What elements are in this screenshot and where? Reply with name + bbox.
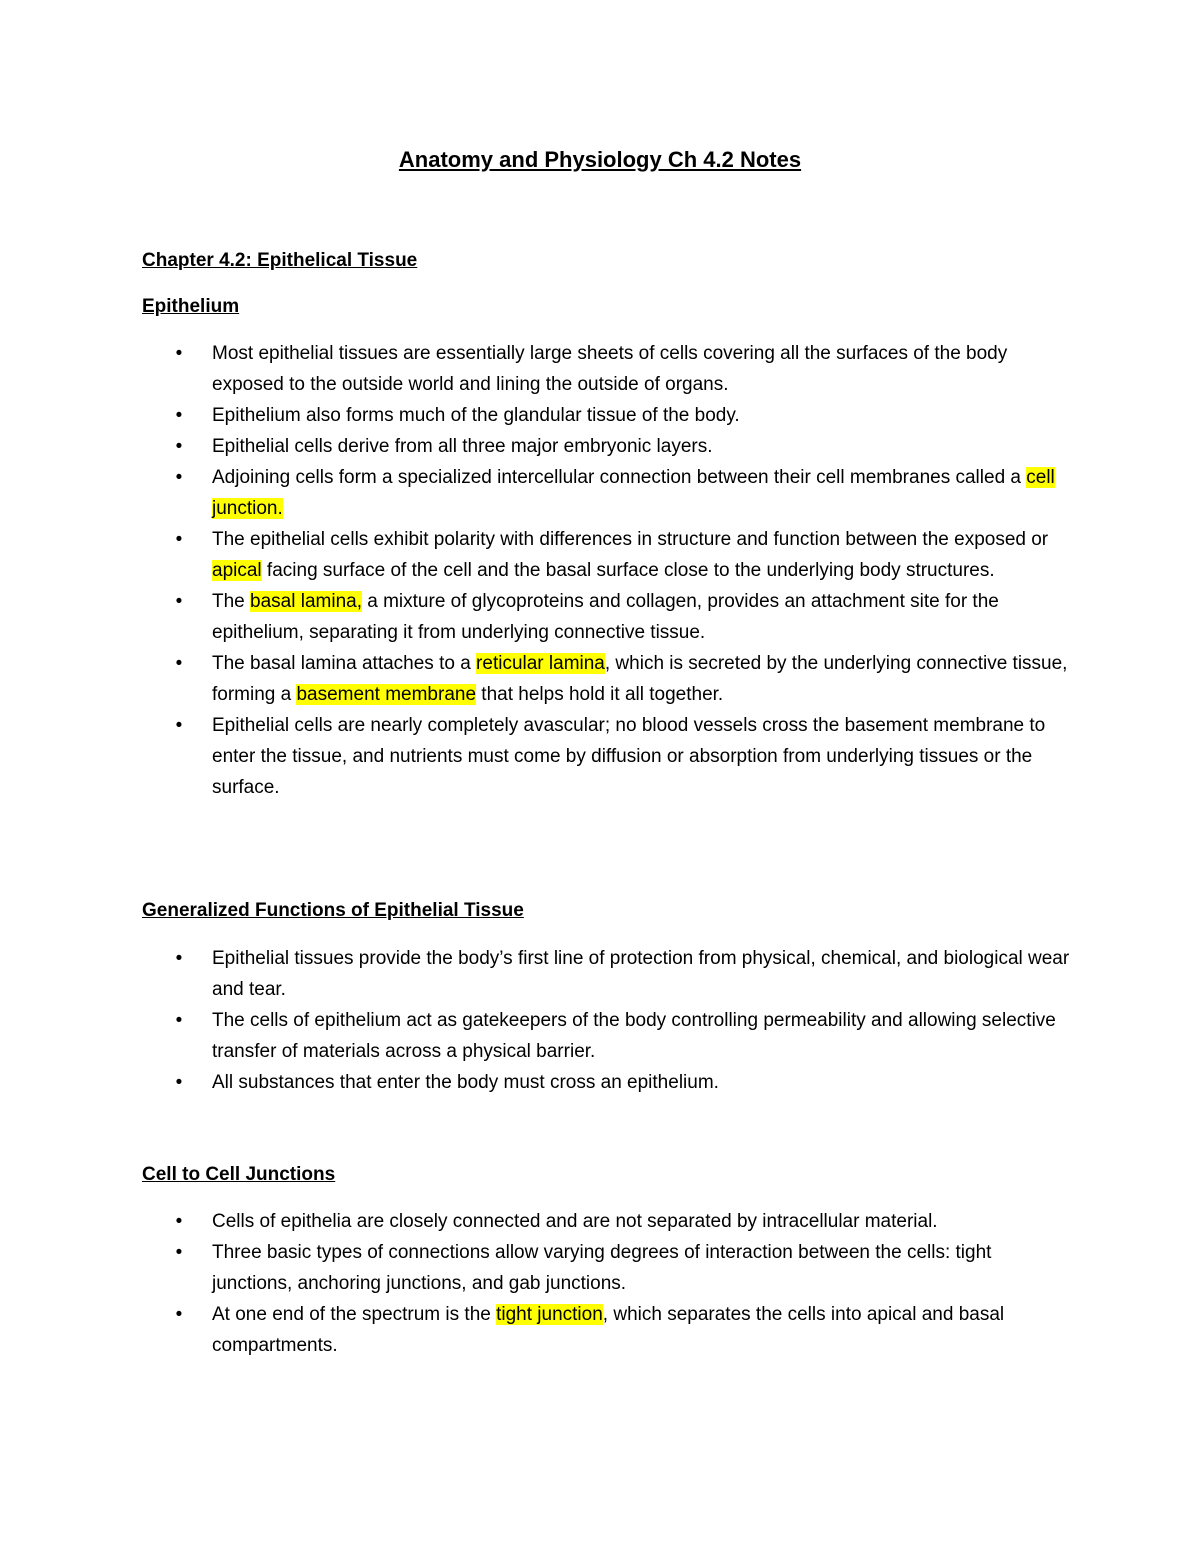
highlighted-term: basal lamina, xyxy=(250,591,362,612)
list-item xyxy=(0,1299,1072,1361)
bullet-icon: • xyxy=(175,948,183,969)
list-item-text: that helps hold it all together. xyxy=(476,684,724,705)
highlighted-term: tight junction xyxy=(496,1304,603,1325)
list-item-text: Epithelial tissues provide the body’s first line of protection from physical, chemical, and biological wear and tear. xyxy=(212,948,1070,1000)
list-item-text: The basal lamina attaches to a xyxy=(212,653,477,674)
bullet-icon: • xyxy=(175,591,183,612)
bullet-icon: • xyxy=(175,653,183,674)
list-item xyxy=(0,1005,1072,1067)
list-item xyxy=(0,586,1072,648)
highlighted-term: basement membrane xyxy=(296,684,477,705)
highlighted-term: cell junction. xyxy=(212,467,1055,519)
list-item xyxy=(0,524,1072,586)
bullet-icon: • xyxy=(175,343,183,364)
list-item-text: Three basic types of connections allow varying degrees of interaction between the cells: tight junctions, anchoring junctions, and gab junctions. xyxy=(212,1242,992,1294)
chapter-heading: Chapter 4.2: Epithelical Tissue xyxy=(142,250,418,271)
bullet-icon: • xyxy=(175,1010,183,1031)
section-heading-epithelium: Epithelium xyxy=(142,296,240,317)
highlighted-term: apical xyxy=(212,560,262,581)
list-item-text: , which is secreted by the underlying connective tissue, forming a xyxy=(212,653,1068,705)
list-item xyxy=(0,648,1072,710)
bullet-icon: • xyxy=(175,436,183,457)
list-item xyxy=(0,1206,1072,1237)
list-item-text: Adjoining cells form a specialized intercellular connection between their cell membranes called a xyxy=(212,467,1027,488)
junctions-list xyxy=(0,1206,1200,1361)
document-title: Anatomy and Physiology Ch 4.2 Notes xyxy=(398,147,802,172)
epithelium-list xyxy=(0,338,1200,803)
bullet-icon: • xyxy=(175,1211,183,1232)
list-item-text: Epithelium also forms much of the glandular tissue of the body. xyxy=(212,405,740,426)
list-item-text: Epithelial cells derive from all three major embryonic layers. xyxy=(212,436,713,457)
list-item xyxy=(0,1237,1072,1299)
section-heading-functions: Generalized Functions of Epithelial Tissue xyxy=(142,900,524,921)
section-heading-junctions: Cell to Cell Junctions xyxy=(142,1164,336,1185)
list-item xyxy=(0,462,1072,524)
list-item xyxy=(0,400,1072,431)
list-item xyxy=(0,431,1072,462)
bullet-icon: • xyxy=(175,529,183,550)
bullet-icon: • xyxy=(175,1242,183,1263)
list-item-text: The epithelial cells exhibit polarity with differences in structure and function between the exposed or xyxy=(212,529,1049,550)
bullet-icon: • xyxy=(175,467,183,488)
list-item-text: Most epithelial tissues are essentially large sheets of cells covering all the surfaces of the body exposed to the outside world and lining the outside of organs. xyxy=(212,343,1008,395)
bullet-icon: • xyxy=(175,405,183,426)
bullet-icon: • xyxy=(175,715,183,736)
bullet-icon: • xyxy=(175,1304,183,1325)
list-item-text: The xyxy=(212,591,251,612)
list-item xyxy=(0,338,1072,400)
list-item-text: All substances that enter the body must cross an epithelium. xyxy=(212,1072,719,1093)
functions-list xyxy=(0,943,1200,1098)
list-item-text: The cells of epithelium act as gatekeepers of the body controlling permeability and allowing selective transfer of materials across a physical barrier. xyxy=(212,1010,1056,1062)
list-item xyxy=(0,943,1072,1005)
list-item xyxy=(0,1067,1072,1098)
list-item-text: Cells of epithelia are closely connected and are not separated by intracellular material. xyxy=(212,1211,938,1232)
list-item-text: a mixture of glycoproteins and collagen, provides an attachment site for the epithelium, separating it from underlying connective tissue. xyxy=(212,591,999,643)
list-item-text: Epithelial cells are nearly completely avascular; no blood vessels cross the basement membrane to enter the tissue, and nutrients must come by diffusion or absorption from underlying tissues or the surface. xyxy=(212,715,1046,798)
list-item-text: At one end of the spectrum is the xyxy=(212,1304,497,1325)
list-item-text: facing surface of the cell and the basal surface close to the underlying body structures. xyxy=(261,560,995,581)
list-item-text: , which separates the cells into apical and basal compartments. xyxy=(212,1304,1005,1356)
list-item xyxy=(0,710,1072,803)
highlighted-term: reticular lamina xyxy=(476,653,605,674)
bullet-icon: • xyxy=(175,1072,183,1093)
